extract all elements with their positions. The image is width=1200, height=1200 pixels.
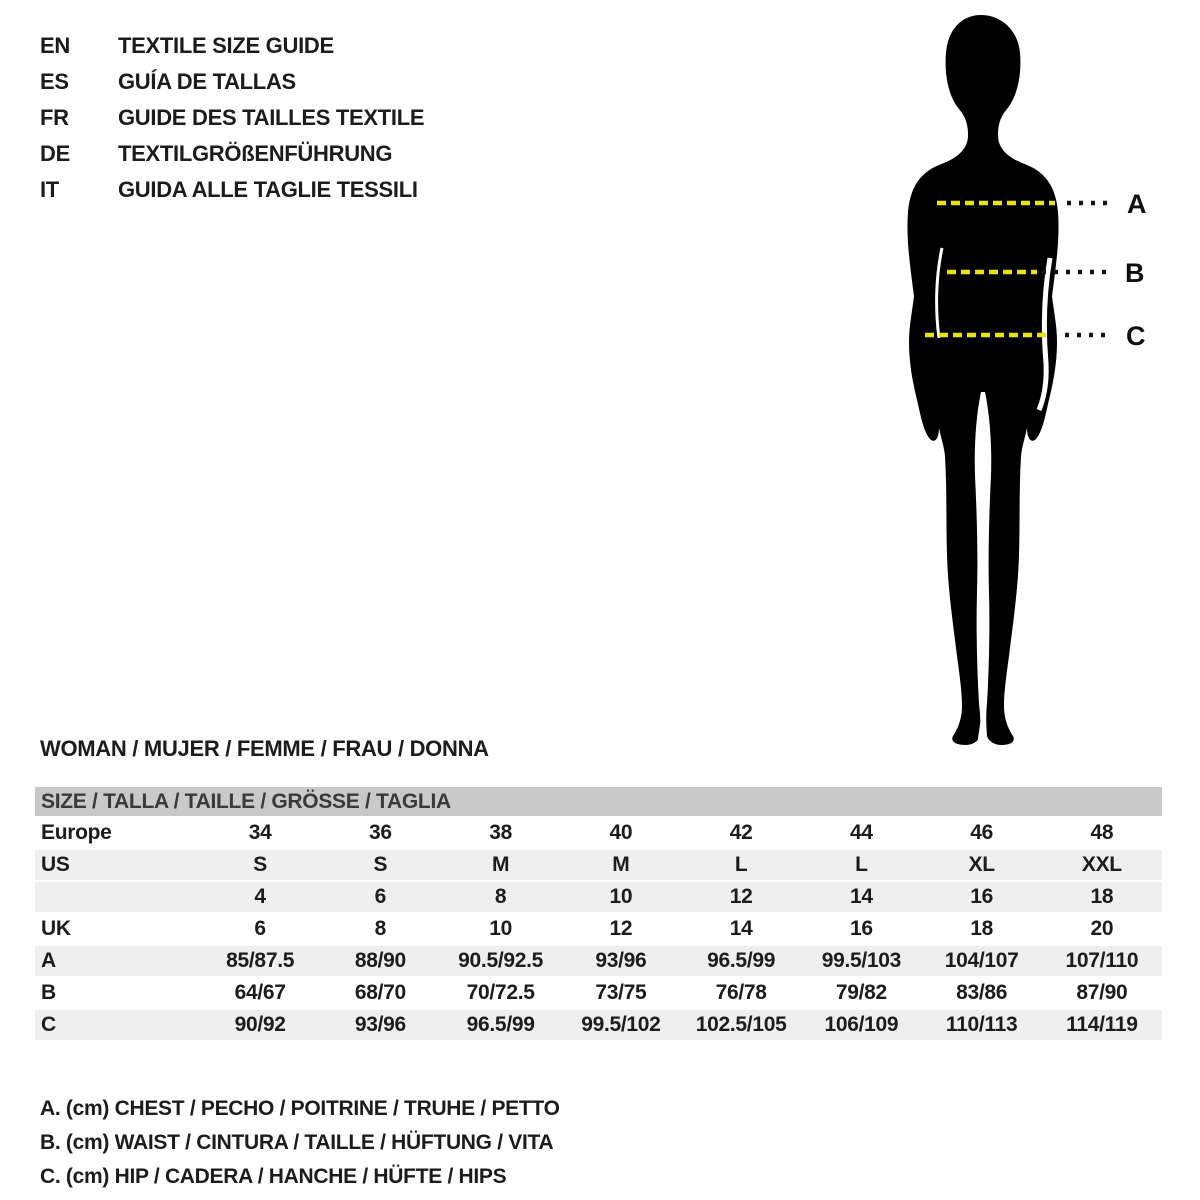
language-title: TEXTILGRÖßENFÜHRUNG: [118, 141, 393, 166]
size-value-cell: 96.5/99: [707, 949, 776, 972]
woman-silhouette-image: [907, 15, 1058, 745]
size-value-cell: 10: [609, 885, 633, 908]
size-value-cell: 99.5/102: [581, 1013, 661, 1036]
leg-gap: [980, 394, 982, 700]
size-value-cell: 64/67: [234, 981, 286, 1004]
language-title: GUIDE DES TAILLES TEXTILE: [118, 105, 425, 130]
language-title-row: [40, 100, 424, 136]
language-code: ES: [40, 69, 69, 94]
size-value-cell: 76/78: [715, 981, 767, 1004]
size-table-header: SIZE / TALLA / TAILLE / GRÖSSE / TAGLIA: [35, 787, 1162, 818]
size-value-cell: 107/110: [1065, 949, 1139, 972]
measurement-notes: [40, 1092, 560, 1194]
marker-label-chest: A: [1127, 189, 1147, 219]
size-value-cell: 114/119: [1066, 1013, 1138, 1036]
size-value-cell: 83/86: [956, 981, 1008, 1004]
size-table-body: [35, 818, 1162, 1042]
size-value-cell: 12: [729, 885, 753, 908]
size-table-row: [35, 882, 1162, 914]
size-value-cell: 20: [1090, 917, 1114, 940]
size-value-cell: M: [492, 853, 510, 876]
size-value-cell: 4: [254, 885, 266, 908]
language-title-row: [40, 28, 424, 64]
size-value-cell: 46: [970, 821, 993, 844]
language-code: DE: [40, 141, 70, 166]
size-value-cell: 36: [368, 821, 392, 844]
size-value-cell: 79/82: [835, 981, 887, 1004]
size-table-row: [35, 914, 1162, 946]
size-value-cell: 10: [489, 917, 512, 940]
row-label: C: [41, 1013, 56, 1036]
row-label: Europe: [41, 821, 112, 844]
language-title-row: [40, 64, 424, 100]
size-value-cell: 34: [248, 821, 272, 844]
size-value-cell: 104/107: [944, 949, 1019, 972]
size-table-row: [35, 818, 1162, 850]
language-title: GUIDA ALLE TAGLIE TESSILI: [118, 177, 418, 202]
size-value-cell: 90.5/92.5: [458, 949, 544, 972]
size-value-cell: 40: [609, 821, 633, 844]
language-code: EN: [40, 33, 70, 58]
size-value-cell: L: [855, 853, 868, 876]
size-value-cell: 106/109: [824, 1013, 899, 1036]
size-value-cell: 38: [489, 821, 512, 844]
size-value-cell: S: [253, 853, 267, 876]
size-value-cell: 44: [849, 821, 873, 844]
measurement-note: A. (cm) CHEST / PECHO / POITRINE / TRUHE / PETTO: [40, 1097, 560, 1120]
language-title: GUÍA DE TALLAS: [118, 69, 296, 94]
size-value-cell: 48: [1090, 821, 1114, 844]
language-title: TEXTILE SIZE GUIDE: [118, 33, 334, 58]
row-label: US: [41, 853, 70, 876]
size-value-cell: 73/75: [595, 981, 647, 1004]
size-value-cell: 102.5/105: [695, 1013, 787, 1036]
size-value-cell: 70/72.5: [466, 981, 535, 1004]
size-table-row: [35, 946, 1162, 978]
size-value-cell: 16: [970, 885, 993, 908]
size-value-cell: XL: [968, 853, 995, 876]
size-value-cell: 14: [729, 917, 753, 940]
size-value-cell: 42: [729, 821, 753, 844]
size-value-cell: 87/90: [1076, 981, 1128, 1004]
size-value-cell: 14: [849, 885, 873, 908]
language-title-row: [40, 136, 424, 172]
row-label: UK: [41, 917, 71, 940]
size-value-cell: 88/90: [354, 949, 406, 972]
size-value-cell: L: [734, 853, 748, 876]
marker-label-waist: B: [1125, 258, 1145, 288]
size-value-cell: 93/96: [354, 1013, 406, 1036]
size-value-cell: 90/92: [234, 1013, 286, 1036]
measurement-note: B. (cm) WAIST / CINTURA / TAILLE / HÜFTUNG / VITA: [40, 1131, 554, 1154]
size-value-cell: 8: [494, 885, 507, 908]
size-table-row: [35, 1010, 1162, 1042]
size-value-cell: 96.5/99: [466, 1013, 535, 1036]
size-value-cell: 99.5/103: [821, 949, 902, 972]
size-value-cell: 110/113: [945, 1013, 1018, 1036]
language-code: FR: [40, 105, 69, 130]
size-value-cell: 93/96: [595, 949, 647, 972]
size-value-cell: 68/70: [354, 981, 406, 1004]
size-value-cell: 6: [374, 885, 387, 908]
size-table-row: [35, 978, 1162, 1010]
size-value-cell: 8: [374, 917, 387, 940]
body-measurement-figure: [865, 8, 1185, 748]
size-value-cell: 12: [609, 917, 633, 940]
size-value-cell: 85/87.5: [226, 949, 295, 972]
row-label: A: [41, 949, 56, 972]
size-value-cell: M: [612, 853, 630, 876]
size-value-cell: 18: [970, 917, 993, 940]
size-value-cell: 6: [254, 917, 266, 940]
size-value-cell: 16: [849, 917, 873, 940]
marker-label-hip: C: [1126, 321, 1146, 351]
language-code: IT: [40, 177, 59, 202]
measurement-note: C. (cm) HIP / CADERA / HANCHE / HÜFTE / HIPS: [40, 1165, 507, 1188]
language-title-list: [40, 28, 424, 208]
size-table: [35, 787, 1162, 1042]
size-value-cell: S: [373, 853, 388, 876]
row-label: B: [41, 981, 56, 1004]
size-value-cell: 18: [1090, 885, 1114, 908]
gender-heading: WOMAN / MUJER / FEMME / FRAU / DONNA: [40, 736, 489, 761]
size-value-cell: XXL: [1081, 853, 1122, 876]
size-table-row: [35, 850, 1162, 882]
language-title-row: [40, 172, 424, 208]
